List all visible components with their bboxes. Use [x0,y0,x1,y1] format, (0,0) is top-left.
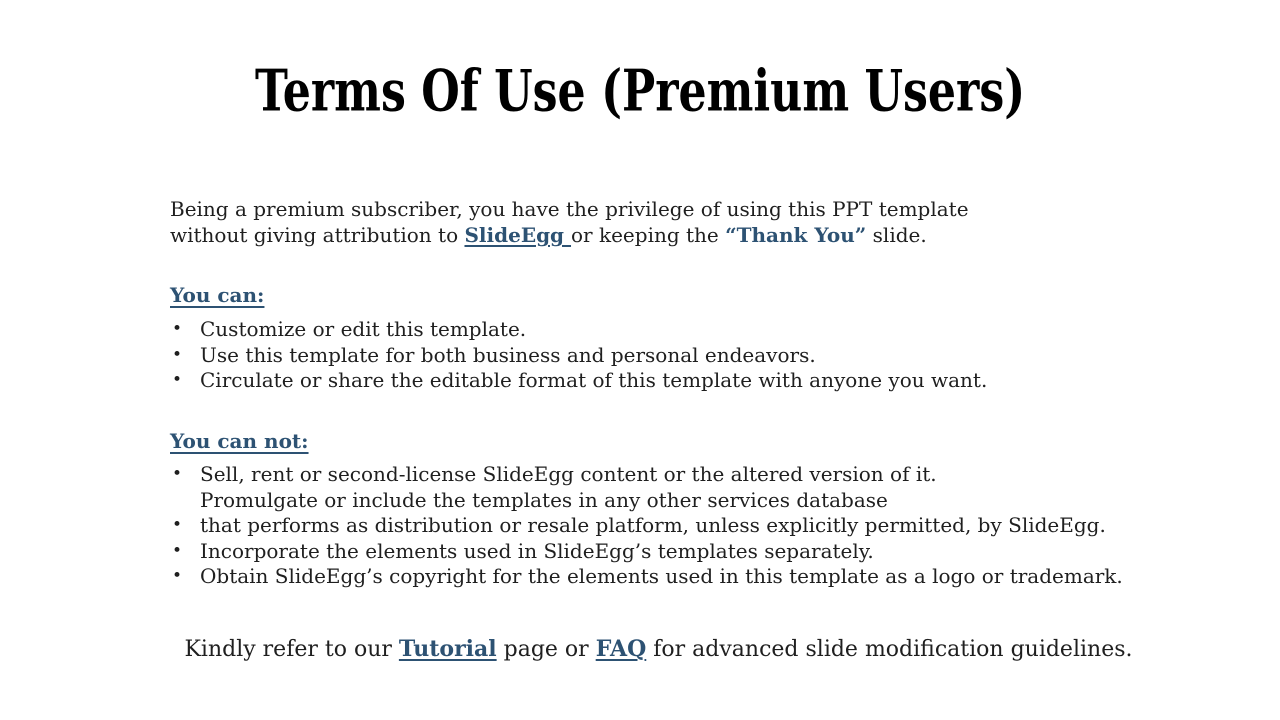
list-item-text-continuation: Promulgate or include the templates in any other services database [200,487,888,512]
bullet-icon: • [172,344,183,365]
bullet-icon: • [172,566,183,586]
section-heading-you-can-not: You can not: [170,429,309,453]
intro-line-2-suffix: slide. [866,223,927,247]
footer-suffix: for advanced slide modification guidelines. [646,637,1133,662]
intro-line-2 [170,222,969,248]
list-item [170,462,1123,513]
section-heading-you-can: You can: [170,283,265,307]
list-item-text: Circulate or share the editable format of this template with anyone you want. [200,368,988,392]
list-item-text: Customize or edit this template. [200,317,527,341]
list-item-text: Obtain SlideEgg’s copyright for the elements used in this template as a logo or trademark. [200,564,1123,588]
footer-note [37,634,1280,665]
page-title [0,57,1280,126]
intro-line-1: Being a premium subscriber, you have the privilege of using this PPT template [170,197,969,221]
list-item-text: Sell, rent or second-license SlideEgg content or the altered version of it. [200,462,937,486]
list-item [170,317,987,343]
you-can-not-list [170,462,1123,590]
intro-line-2-prefix: without giving attribution to [170,223,465,247]
slideegg-link[interactable]: SlideEgg [464,223,572,247]
list-item [170,368,987,394]
bullet-icon: • [172,540,183,561]
faq-link[interactable]: FAQ [595,636,647,662]
bullet-icon: • [172,515,183,535]
tutorial-link[interactable]: Tutorial [398,636,497,662]
page-title-text: Terms Of Use (Premium Users) [254,57,1026,126]
thank-you-emphasis: “Thank You” [725,223,867,247]
footer-middle: page or [496,637,596,662]
list-item [170,513,1123,539]
bullet-icon: • [172,464,183,484]
list-item [170,539,1123,565]
bullet-icon: • [172,370,183,390]
intro-line-2-middle: or keeping the [571,223,726,247]
list-item-text: Incorporate the elements used in SlideEgg’s templates separately. [200,538,874,563]
footer-prefix: Kindly refer to our [184,637,399,662]
list-item-text: that performs as distribution or resale platform, unless explicitly permitted, by SlideEgg. [200,513,1106,537]
list-item-text: Use this template for both business and personal endeavors. [200,342,816,367]
list-item [170,564,1123,590]
you-can-list [170,317,987,394]
intro-paragraph [170,196,969,248]
list-item [170,343,987,369]
bullet-icon: • [172,319,183,339]
